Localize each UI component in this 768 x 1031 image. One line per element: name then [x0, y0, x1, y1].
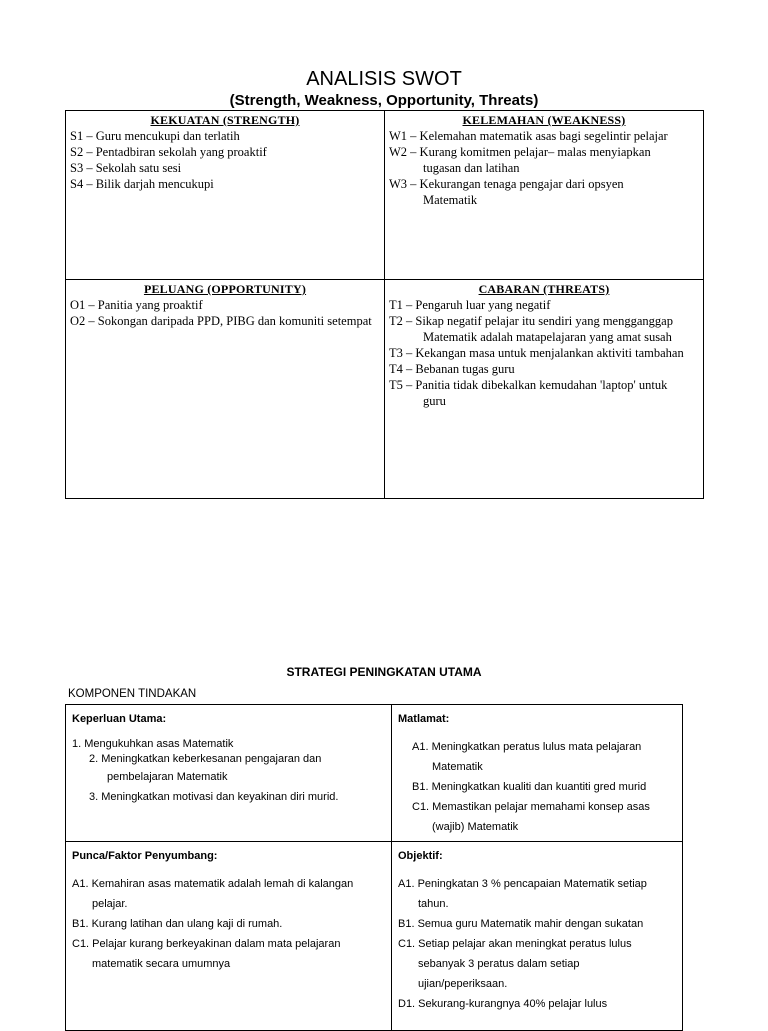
swot-threats-cell	[384, 279, 704, 499]
strength-heading: KEKUATAN (STRENGTH)	[150, 113, 300, 127]
weakness-item	[389, 176, 699, 208]
matlamat-item	[398, 797, 676, 837]
threats-item-text: T3 – Kekangan masa untuk menjalankan aktiviti tambahan	[389, 346, 684, 360]
objektif-item	[398, 994, 676, 1014]
opportunity-item: O1 – Panitia yang proaktif	[70, 298, 203, 312]
matlamat-cell	[391, 704, 683, 842]
weakness-item-text: W1 – Kelemahan matematik asas bagi segelintir pelajar	[389, 129, 668, 143]
swot-opportunity-cell	[65, 279, 385, 499]
document-subtitle: (Strength, Weakness, Opportunity, Threats)	[229, 92, 539, 109]
objektif-item-text: D1. Sekurang-kurangnya 40% pelajar lulus	[398, 998, 608, 1010]
strength-item: S2 – Pentadbiran sekolah yang proaktif	[70, 145, 267, 159]
punca-item-text: B1. Kurang latihan dan ulang kaji di rumah.	[72, 918, 283, 930]
weakness-item-text: W2 – Kurang komitmen pelajar– malas menyiapkan	[389, 145, 651, 159]
threats-item-text: T4 – Bebanan tugas guru	[389, 362, 515, 376]
document-title: ANALISIS SWOT	[306, 68, 462, 90]
strength-item: S4 – Bilik darjah mencukupi	[70, 177, 214, 191]
komponen-label: KOMPONEN TINDAKAN	[68, 688, 197, 700]
threats-item-text: T1 – Pengaruh luar yang negatif	[389, 298, 551, 312]
objektif-item	[398, 934, 676, 994]
keperluan-item: 3. Meningkatkan motivasi dan keyakinan diri murid.	[89, 791, 339, 803]
objektif-item-continuation: ujian/peperiksaan.	[418, 978, 508, 990]
threats-item	[389, 313, 699, 345]
opportunity-item: O2 – Sokongan daripada PPD, PIBG dan komuniti setempat	[70, 314, 372, 328]
threats-item	[389, 377, 699, 409]
matlamat-item-continuation: (wajib) Matematik	[432, 821, 519, 833]
punca-item-text: C1. Pelajar kurang berkeyakinan dalam mata pelajaran	[72, 938, 341, 950]
punca-item	[72, 874, 385, 914]
weakness-item-continuation: Matematik	[423, 193, 478, 207]
objektif-item	[398, 874, 676, 914]
punca-item	[72, 934, 385, 974]
threats-heading: CABARAN (THREATS)	[478, 282, 610, 296]
matlamat-item-text: A1. Meningkatkan peratus lulus mata pelajaran	[412, 741, 642, 753]
threats-item-text: T5 – Panitia tidak dibekalkan kemudahan 'laptop' untuk	[389, 378, 668, 392]
objektif-item-text: B1. Semua guru Matematik mahir dengan sukatan	[398, 918, 644, 930]
objektif-item	[398, 914, 676, 934]
threats-item-text: T2 – Sikap negatif pelajar itu sendiri yang mengganggap	[389, 314, 673, 328]
strength-item: S3 – Sekolah satu sesi	[70, 161, 182, 175]
keperluan-item: 1. Mengukuhkan asas Matematik	[72, 738, 234, 750]
strategy-title: STRATEGI PENINGKATAN UTAMA	[286, 665, 482, 679]
objektif-item-continuation: tahun.	[418, 898, 449, 910]
matlamat-item	[398, 777, 676, 797]
objektif-item-text: A1. Peningkatan 3 % pencapaian Matematik setiap	[398, 878, 647, 890]
punca-item	[72, 914, 385, 934]
punca-heading: Punca/Faktor Penyumbang:	[72, 850, 218, 862]
objektif-item-text: C1. Setiap pelajar akan meningkat peratus lulus	[398, 938, 632, 950]
weakness-item	[389, 128, 699, 144]
swot-weakness-cell	[384, 110, 704, 280]
matlamat-heading: Matlamat:	[398, 713, 450, 725]
objektif-item-continuation: sebanyak 3 peratus dalam setiap	[418, 958, 580, 970]
weakness-heading: KELEMAHAN (WEAKNESS)	[462, 113, 626, 127]
punca-cell	[65, 841, 392, 1031]
weakness-item-text: W3 – Kekurangan tenaga pengajar dari opsyen	[389, 177, 624, 191]
objektif-heading: Objektif:	[398, 850, 443, 862]
keperluan-cell	[65, 704, 392, 842]
punca-item-continuation: matematik secara umumnya	[92, 958, 231, 970]
matlamat-item	[398, 737, 676, 777]
keperluan-item: 2. Meningkatkan keberkesanan pengajaran dan	[89, 753, 322, 765]
swot-strength-cell	[65, 110, 385, 280]
threats-item	[389, 361, 699, 377]
opportunity-heading: PELUANG (OPPORTUNITY)	[143, 282, 307, 296]
matlamat-item-text: B1. Meningkatkan kualiti dan kuantiti gred murid	[412, 781, 647, 793]
threats-item	[389, 297, 699, 313]
objektif-cell	[391, 841, 683, 1031]
keperluan-item: pembelajaran Matematik	[107, 771, 228, 783]
threats-item-continuation: Matematik adalah matapelajaran yang amat susah	[423, 330, 672, 344]
threats-item-continuation: guru	[423, 394, 446, 408]
strength-item: S1 – Guru mencukupi dan terlatih	[70, 129, 240, 143]
weakness-item	[389, 144, 699, 176]
weakness-item-continuation: tugasan dan latihan	[423, 161, 520, 175]
keperluan-heading: Keperluan Utama:	[72, 713, 167, 725]
punca-item-continuation: pelajar.	[92, 898, 128, 910]
punca-item-text: A1. Kemahiran asas matematik adalah lemah di kalangan	[72, 878, 354, 890]
threats-item	[389, 345, 699, 361]
matlamat-item-continuation: Matematik	[432, 761, 483, 773]
matlamat-item-text: C1. Memastikan pelajar memahami konsep asas	[412, 801, 650, 813]
